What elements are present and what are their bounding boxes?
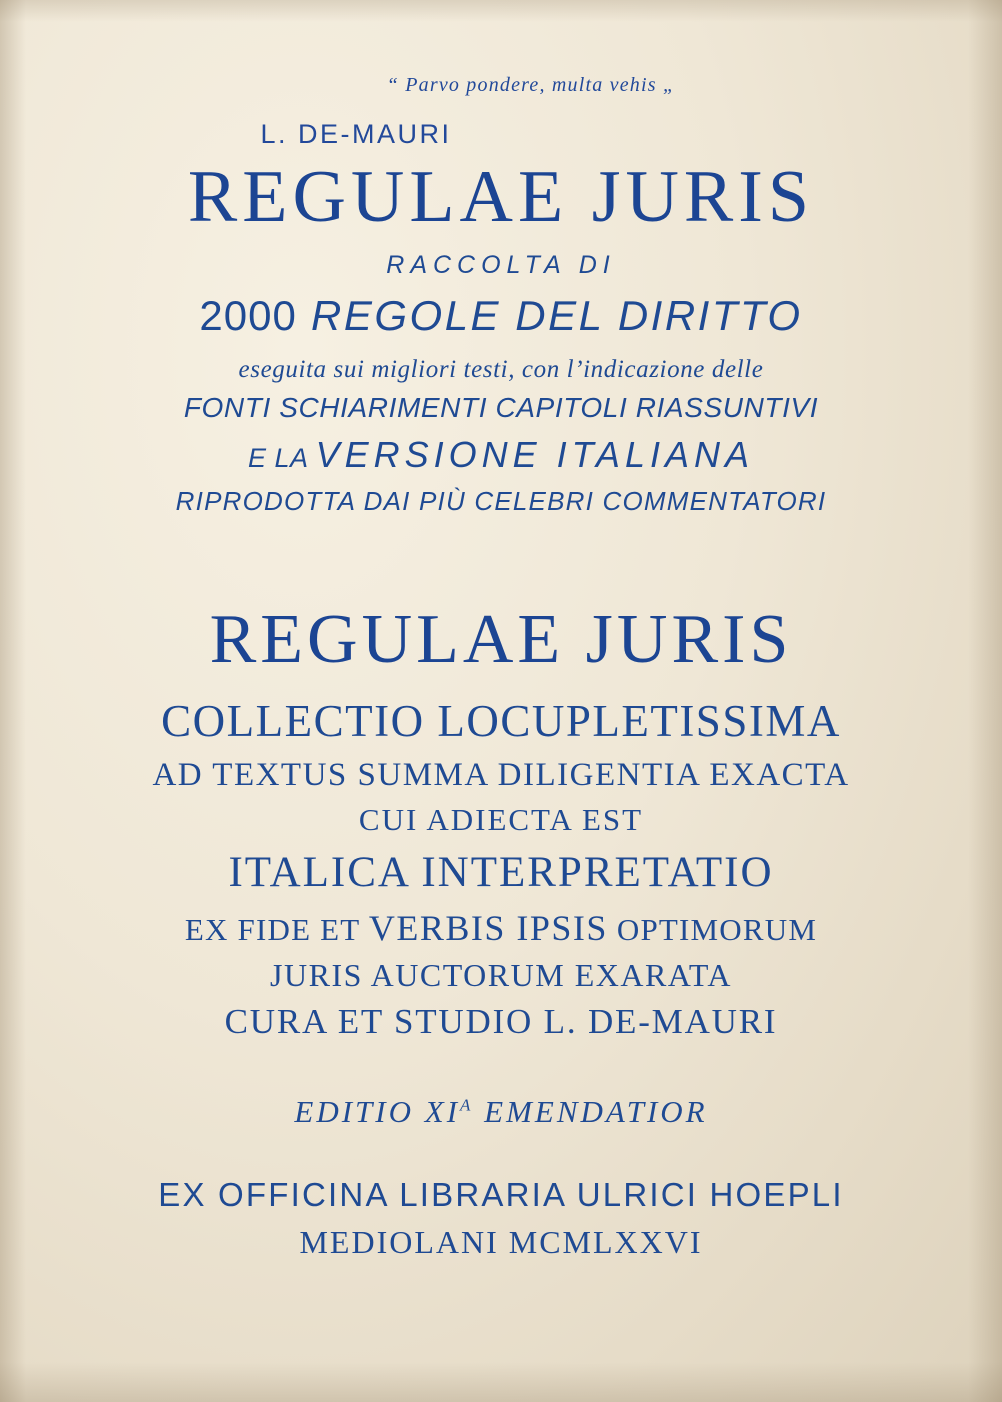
epigraph: “ Parvo pondere, multa vehis „ xyxy=(386,74,676,96)
italian-title: REGULAE JURIS xyxy=(187,156,815,238)
edition-prefix: EDITIO XI xyxy=(294,1093,461,1129)
regole-label: REGOLE DEL DIRITTO xyxy=(311,292,803,340)
ex-fide-suffix: OPTIMORUM xyxy=(616,911,818,947)
riprodotta-line: RIPRODOTTA DAI PIÙ CELEBRI COMMENTATORI xyxy=(175,486,827,517)
italica-interpretatio-line: ITALICA INTERPRETATIO xyxy=(228,848,774,896)
ex-fide-line xyxy=(0,907,1002,949)
paper-edge-bottom xyxy=(0,1362,1002,1402)
versione-italiana: VERSIONE ITALIANA xyxy=(315,434,754,476)
author-name: L. DE-MAURI xyxy=(260,119,452,149)
section-gap xyxy=(0,517,1002,603)
fonti-line: FONTI SCHIARIMENTI CAPITOLI RIASSUNTIVI xyxy=(183,392,819,424)
edition-ordinal-sup: A xyxy=(460,1095,474,1115)
raccolta-label: RACCOLTA DI xyxy=(386,251,616,280)
regole-line xyxy=(0,292,1002,340)
place-and-year-line: MEDIOLANI MCMLXXVI xyxy=(299,1223,703,1260)
versione-line xyxy=(0,434,1002,476)
ad-textus-line: AD TEXTUS SUMMA DILIGENTIA EXACTA xyxy=(152,756,850,793)
latin-title: REGULAE JURIS xyxy=(209,601,793,679)
cui-adiecta-line: CUI ADIECTA EST xyxy=(358,801,644,837)
juris-auctorum-line: JURIS AUCTORUM EXARATA xyxy=(270,956,732,993)
versione-prefix: E LA xyxy=(248,443,308,474)
collectio-line: COLLECTIO LOCUPLETISSIMA xyxy=(161,695,841,746)
publisher-line: EX OFFICINA LIBRARIA ULRICI HOEPLI xyxy=(158,1175,844,1213)
verbis-ipsis: VERBIS IPSIS xyxy=(368,907,608,948)
edition-suffix: EMENDATIOR xyxy=(484,1093,708,1129)
edition-line xyxy=(0,1094,1002,1130)
cura-et-studio-line: CURA ET STUDIO L. DE-MAURI xyxy=(224,1001,778,1041)
eseguita-line: eseguita sui migliori testi, con l’indicazione delle xyxy=(238,356,764,384)
rule-count: 2000 xyxy=(199,292,297,340)
ex-fide-prefix: EX FIDE ET xyxy=(184,911,360,947)
